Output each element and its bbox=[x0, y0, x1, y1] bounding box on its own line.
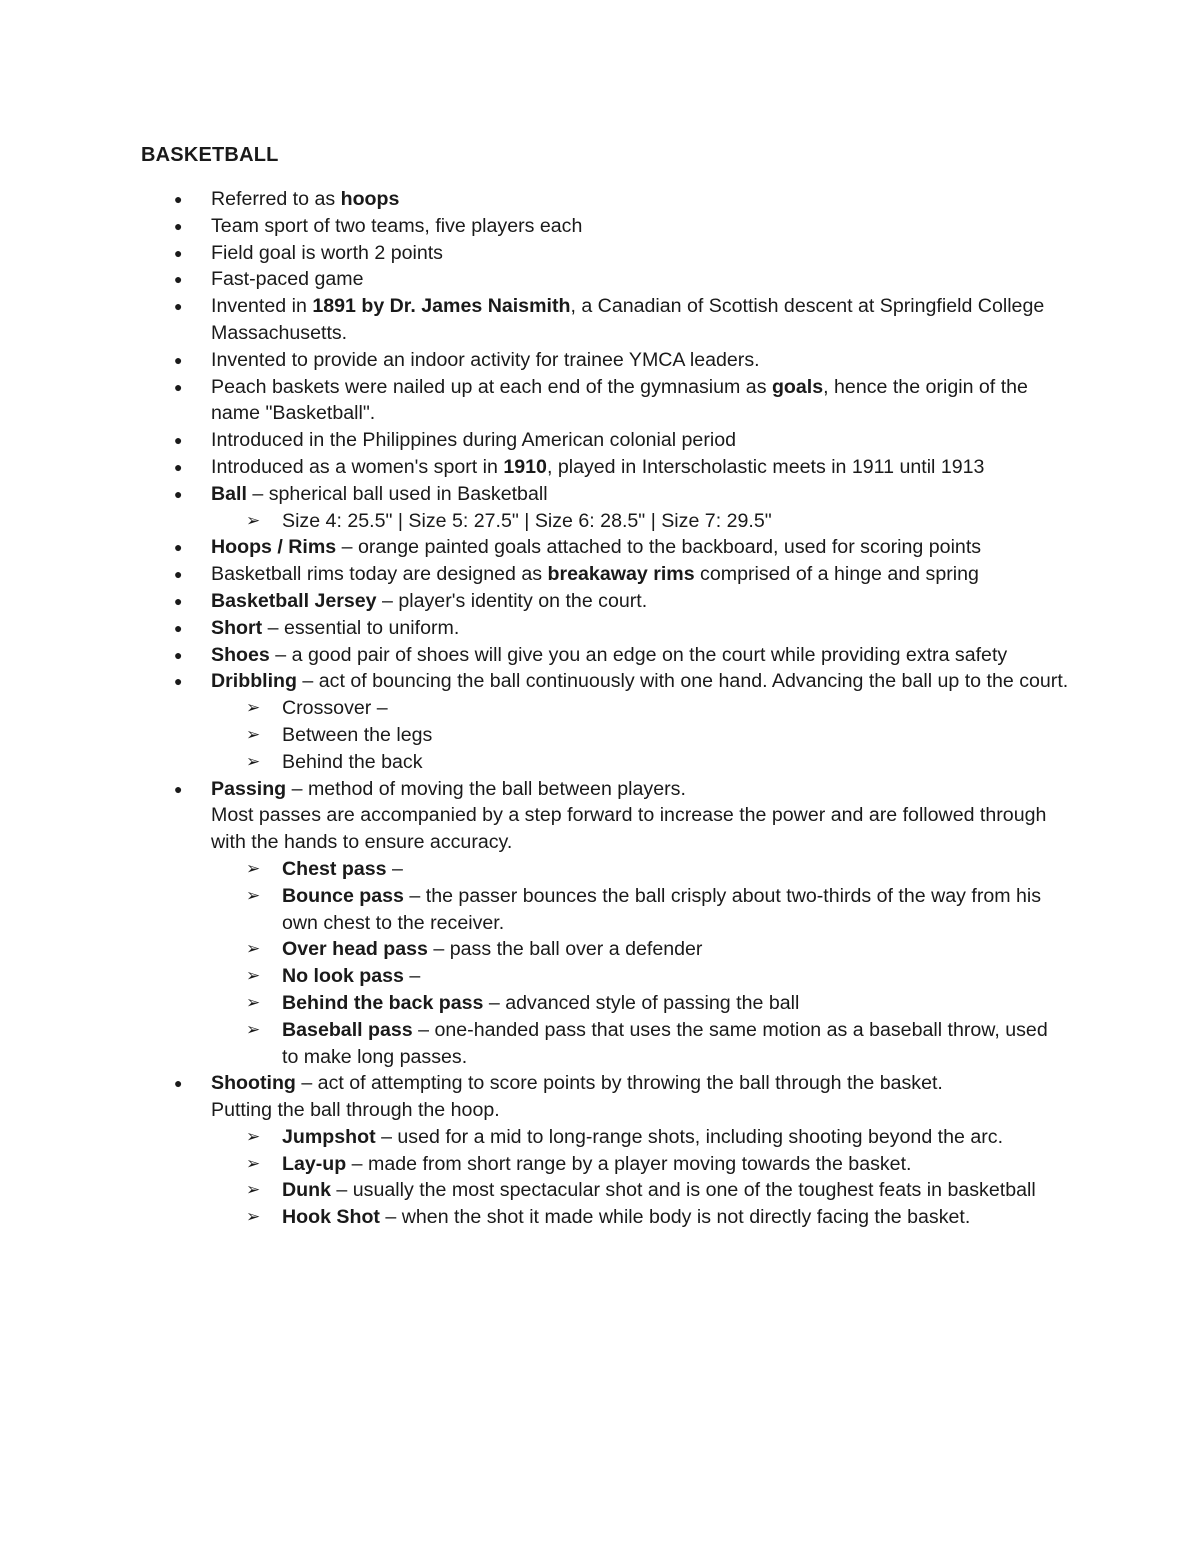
arrow-bullet-icon: ➢ bbox=[246, 1126, 261, 1146]
bullet-icon: ● bbox=[174, 485, 183, 502]
arrow-bullet-icon: ➢ bbox=[246, 1019, 261, 1039]
bold-term: Dribbling bbox=[211, 670, 297, 693]
sub-list-item bbox=[0, 883, 1200, 937]
bullet-icon: ● bbox=[174, 191, 183, 207]
sub-list-item bbox=[0, 1177, 1200, 1204]
bullet-icon: ● bbox=[174, 432, 183, 449]
bold-term: Hook Shot bbox=[282, 1206, 380, 1229]
item-text: , hence the origin of the name "Basketball". bbox=[211, 375, 1028, 425]
arrow-bullet-icon: ➢ bbox=[246, 939, 261, 959]
item-text: – bbox=[403, 965, 421, 988]
list-item bbox=[0, 776, 1200, 856]
bullet-icon: ● bbox=[174, 619, 183, 636]
item-text: Fast-paced game bbox=[211, 268, 364, 291]
bold-term: Baseball pass bbox=[282, 1018, 413, 1041]
arrow-bullet-icon: ➢ bbox=[246, 1180, 261, 1200]
list-item bbox=[0, 240, 1200, 267]
arrow-bullet-icon: ➢ bbox=[246, 1153, 261, 1173]
bold-term: Basketball Jersey bbox=[211, 589, 377, 612]
bold-term: hoops bbox=[340, 188, 400, 210]
bullet-icon: ● bbox=[174, 673, 183, 690]
arrow-bullet-icon: ➢ bbox=[246, 885, 261, 905]
bold-term: Ball bbox=[211, 482, 247, 505]
item-text: Putting the ball through the hoop. bbox=[211, 1099, 500, 1122]
item-text: Crossover – bbox=[282, 697, 388, 720]
bold-term: 1891 by Dr. James Naismith bbox=[312, 295, 571, 318]
bold-term: No look pass bbox=[282, 965, 404, 988]
item-text: Invented to provide an indoor activity for trainee YMCA leaders. bbox=[211, 348, 760, 371]
bold-term: 1910 bbox=[503, 455, 547, 478]
bold-term: Jumpshot bbox=[282, 1125, 376, 1148]
arrow-bullet-icon: ➢ bbox=[246, 966, 261, 986]
list-item bbox=[0, 481, 1200, 508]
bold-term: Short bbox=[211, 616, 263, 639]
item-text: Basketball rims today are designed as bbox=[211, 563, 548, 586]
list-item bbox=[0, 454, 1200, 481]
list-item bbox=[0, 186, 1200, 213]
bullet-icon: ● bbox=[174, 244, 183, 261]
bold-term: breakaway rims bbox=[547, 563, 695, 586]
sub-list-item bbox=[0, 936, 1200, 963]
arrow-bullet-icon: ➢ bbox=[246, 992, 261, 1012]
item-text: – bbox=[386, 857, 403, 880]
bold-term: Chest pass bbox=[282, 857, 387, 880]
item-text: – a good pair of shoes will give you an edge on the court while providing extra safety bbox=[269, 643, 1008, 666]
item-text: Between the legs bbox=[282, 723, 433, 746]
sub-list-item bbox=[0, 990, 1200, 1017]
list-item bbox=[0, 534, 1200, 561]
sub-list-item bbox=[0, 695, 1200, 722]
item-text: – when the shot it made while body is not directly facing the basket. bbox=[379, 1206, 971, 1229]
bullet-icon: ● bbox=[174, 539, 183, 556]
item-text: comprised of a hinge and spring bbox=[694, 563, 979, 586]
bullet-icon: ● bbox=[174, 378, 183, 395]
bullet-icon: ● bbox=[174, 271, 183, 288]
sub-list-item bbox=[0, 1151, 1200, 1178]
list-item bbox=[0, 213, 1200, 240]
sub-list-item bbox=[0, 1017, 1200, 1071]
bullet-icon: ● bbox=[174, 351, 183, 368]
item-text: – usually the most spectacular shot and is one of the toughest feats in basketball bbox=[330, 1179, 1036, 1202]
list-item bbox=[0, 427, 1200, 454]
bullet-icon: ● bbox=[174, 298, 183, 315]
item-text: – method of moving the ball between players. bbox=[286, 777, 686, 800]
notes-list bbox=[0, 186, 1200, 1231]
item-text: – spherical ball used in Basketball bbox=[246, 482, 548, 505]
bold-term: Over head pass bbox=[282, 938, 428, 961]
item-text: – act of bouncing the ball continuously with one hand. Advancing the ball up to the court. bbox=[296, 670, 1069, 693]
sub-list-item bbox=[0, 749, 1200, 776]
item-text: Peach baskets were nailed up at each end of the gymnasium as bbox=[211, 375, 772, 398]
arrow-bullet-icon: ➢ bbox=[246, 1207, 261, 1227]
sub-list-item bbox=[0, 1204, 1200, 1231]
arrow-bullet-icon: ➢ bbox=[246, 698, 261, 718]
bullet-icon: ● bbox=[174, 566, 183, 583]
bullet-icon: ● bbox=[174, 217, 183, 234]
item-text: Introduced in the Philippines during American colonial period bbox=[211, 429, 737, 452]
item-text: Referred to as bbox=[211, 188, 341, 210]
item-text: – one-handed pass that uses the same motion as a baseball throw, used to make long passes. bbox=[282, 1018, 1048, 1068]
arrow-bullet-icon: ➢ bbox=[246, 751, 261, 771]
sub-list-item bbox=[0, 963, 1200, 990]
list-item bbox=[0, 588, 1200, 615]
bold-term: Shooting bbox=[211, 1072, 296, 1095]
bold-term: goals bbox=[771, 375, 824, 398]
list-item bbox=[0, 1070, 1200, 1124]
sub-list-item bbox=[0, 508, 1200, 535]
list-item bbox=[0, 266, 1200, 293]
list-item bbox=[0, 293, 1200, 347]
bullet-icon: ● bbox=[174, 458, 183, 475]
item-text: – advanced style of passing the ball bbox=[483, 991, 800, 1014]
bullet-icon: ● bbox=[174, 592, 183, 609]
item-text: – the passer bounces the ball crisply about two-thirds of the way from his own chest to the receiver. bbox=[282, 884, 1042, 934]
arrow-bullet-icon: ➢ bbox=[246, 724, 261, 744]
bold-term: Bounce pass bbox=[282, 884, 404, 907]
bullet-icon: ● bbox=[174, 646, 183, 663]
list-item bbox=[0, 615, 1200, 642]
page-title: BASKETBALL bbox=[141, 144, 279, 166]
item-text: – made from short range by a player moving towards the basket. bbox=[346, 1152, 912, 1175]
item-text: Field goal is worth 2 points bbox=[211, 241, 443, 264]
arrow-bullet-icon: ➢ bbox=[246, 510, 261, 530]
bold-term: Hoops / Rims bbox=[211, 536, 337, 559]
item-text: – act of attempting to score points by throwing the ball through the basket. bbox=[295, 1072, 943, 1095]
list-item bbox=[0, 374, 1200, 428]
item-text: – player's identity on the court. bbox=[376, 589, 648, 612]
sub-list-item bbox=[0, 722, 1200, 749]
list-item bbox=[0, 347, 1200, 374]
bullet-icon: ● bbox=[174, 780, 183, 797]
arrow-bullet-icon: ➢ bbox=[246, 858, 261, 878]
item-text: Size 4: 25.5" | Size 5: 27.5" | Size 6: 28.5" | Size 7: 29.5" bbox=[282, 509, 772, 532]
bold-term: Shoes bbox=[211, 643, 270, 666]
sub-list-item bbox=[0, 1124, 1200, 1151]
bold-term: Passing bbox=[211, 777, 287, 800]
item-text: – pass the ball over a defender bbox=[427, 938, 703, 961]
list-item bbox=[0, 668, 1200, 695]
bold-term: Lay-up bbox=[282, 1152, 347, 1175]
item-text: Introduced as a women's sport in bbox=[211, 455, 504, 478]
item-text: Behind the back bbox=[282, 750, 423, 773]
list-item bbox=[0, 642, 1200, 669]
bold-term: Behind the back pass bbox=[282, 991, 484, 1014]
bold-term: Dunk bbox=[282, 1179, 331, 1202]
item-text: Invented in bbox=[211, 295, 313, 318]
item-text: , a Canadian of Scottish descent at Springfield College Massachusetts. bbox=[211, 295, 1045, 344]
item-text: , played in Interscholastic meets in 1911 until 1913 bbox=[546, 455, 985, 478]
item-text: – orange painted goals attached to the backboard, used for scoring points bbox=[336, 536, 982, 559]
item-text: – used for a mid to long-range shots, including shooting beyond the arc. bbox=[375, 1125, 1004, 1148]
item-text: Team sport of two teams, five players each bbox=[211, 214, 583, 237]
item-text: Most passes are accompanied by a step forward to increase the power and are followed through with the hands to ensure accuracy. bbox=[211, 804, 1047, 854]
list-item bbox=[0, 561, 1200, 588]
bullet-icon: ● bbox=[174, 1075, 183, 1092]
item-text: – essential to uniform. bbox=[262, 616, 460, 639]
sub-list-item bbox=[0, 856, 1200, 883]
